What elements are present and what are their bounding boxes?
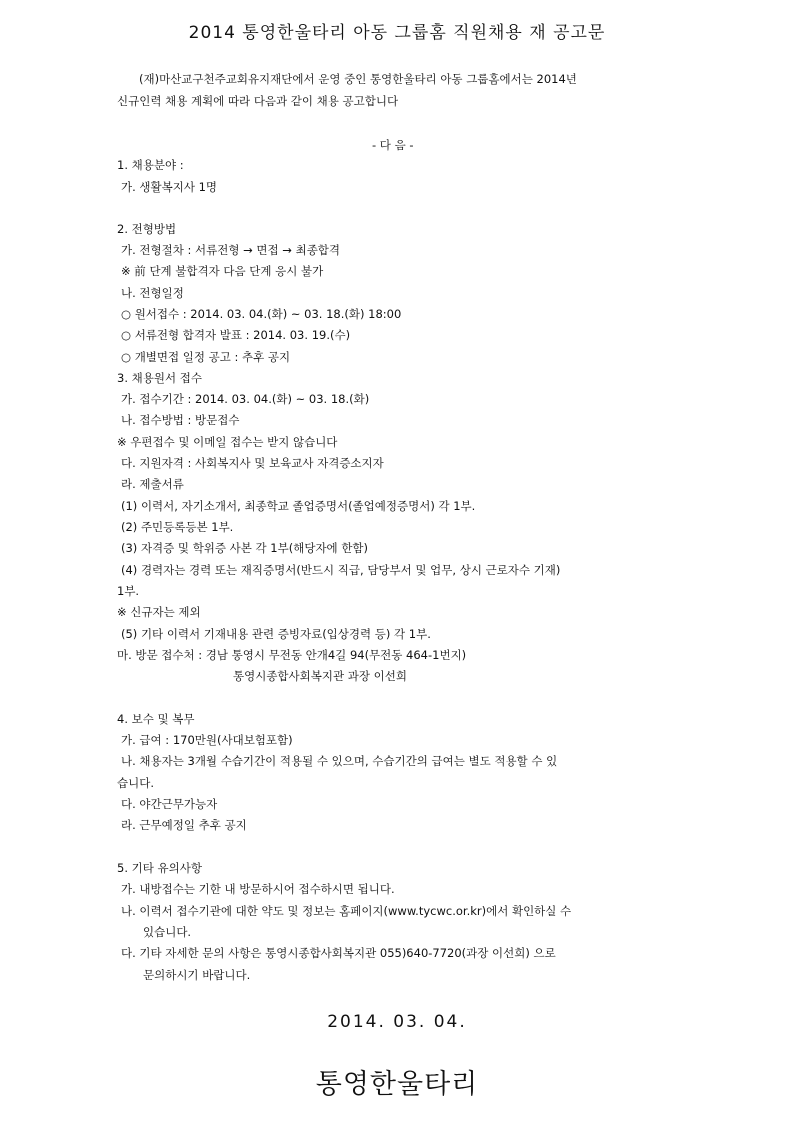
section-1-heading: 1. 채용분야 : xyxy=(117,158,184,172)
body-line: ○ 개별면접 일정 공고 : 추후 공지 xyxy=(121,350,291,364)
body-line: 가. 내방접수는 기한 내 방문하시어 접수하시면 됩니다. xyxy=(121,882,395,896)
body-line: 있습니다. xyxy=(143,925,192,939)
body-line: (2) 주민등록등본 1부. xyxy=(121,520,234,534)
body-line: (5) 기타 이력서 기재내용 관련 증빙자료(입상경력 등) 각 1부. xyxy=(121,627,431,641)
notice-date: 2014. 03. 04. xyxy=(327,1012,467,1032)
body-line: 습니다. xyxy=(117,776,154,790)
body-line: 통영시종합사회복지관 과장 이선희 xyxy=(233,669,407,683)
body-line: 나. 전형일정 xyxy=(121,286,184,300)
body-line: 가. 접수기간 : 2014. 03. 04.(화) ~ 03. 18.(화) xyxy=(121,392,370,406)
body-line: 나. 채용자는 3개월 수습기간이 적용될 수 있으며, 수습기간의 급여는 별도 적용할 수 있 xyxy=(121,754,558,768)
body-line: ※ 前 단계 불합격자 다음 단계 응시 불가 xyxy=(121,264,324,278)
body-line: (3) 자격증 및 학위증 사본 각 1부(해당자에 한함) xyxy=(121,541,369,555)
section-5-heading: 5. 기타 유의사항 xyxy=(117,861,202,875)
body-line: (4) 경력자는 경력 또는 재직증명서(반드시 직급, 담당부서 및 업무, 상시 근로자수 기재) xyxy=(121,563,561,577)
body-line: 1부. xyxy=(117,584,140,598)
body-line: 가. 생활복지사 1명 xyxy=(121,180,218,194)
section-4-heading: 4. 보수 및 복무 xyxy=(117,712,195,726)
body-line: 나. 접수방법 : 방문접수 xyxy=(121,413,240,427)
body-line: 라. 제출서류 xyxy=(121,477,184,491)
body-line: 마. 방문 접수처 : 경남 통영시 무전동 안개4길 94(무전동 464-1번지) xyxy=(117,648,467,662)
section-2-heading: 2. 전형방법 xyxy=(117,222,177,236)
da-eum-heading: - 다 음 - xyxy=(372,138,414,152)
body-line: 다. 야간근무가능자 xyxy=(121,797,218,811)
notice-title: 2014 통영한울타리 아동 그룹홈 직원채용 재 공고문 xyxy=(188,23,606,43)
intro-line-1: (재)마산교구천주교회유지재단에서 운영 중인 통영한울타리 아동 그룹홈에서는 2014년 xyxy=(139,72,577,86)
body-line: 가. 급여 : 170만원(사대보험포함) xyxy=(121,733,293,747)
body-line: 다. 지원자격 : 사회복지사 및 보육교사 자격증소지자 xyxy=(121,456,384,470)
body-line: ※ 우편접수 및 이메일 접수는 받지 않습니다 xyxy=(117,435,338,449)
body-line: (1) 이력서, 자기소개서, 최종학교 졸업증명서(졸업예정증명서) 각 1부. xyxy=(121,499,476,513)
section-3-heading: 3. 채용원서 접수 xyxy=(117,371,202,385)
body-line: ○ 원서접수 : 2014. 03. 04.(화) ~ 03. 18.(화) 18:00 xyxy=(121,307,402,321)
organization-name: 통영한울타리 xyxy=(315,1069,479,1100)
body-line: 라. 근무예정일 추후 공지 xyxy=(121,818,247,832)
body-line: ○ 서류전형 합격자 발표 : 2014. 03. 19.(수) xyxy=(121,328,351,342)
body-line: ※ 신규자는 제외 xyxy=(117,605,201,619)
body-line: 나. 이력서 접수기관에 대한 약도 및 정보는 홈페이지(www.tycwc.or.kr)에서 확인하실 수 xyxy=(121,904,572,918)
body-line: 다. 기타 자세한 문의 사항은 통영시종합사회복지관 055)640-7720(과장 이선희) 으로 xyxy=(121,946,556,960)
intro-line-2: 신규인력 채용 계획에 따라 다음과 같이 채용 공고합니다 xyxy=(117,94,399,108)
body-line: 가. 전형절차 : 서류전형 → 면접 → 최종합격 xyxy=(121,243,341,257)
body-line: 문의하시기 바랍니다. xyxy=(143,968,251,982)
